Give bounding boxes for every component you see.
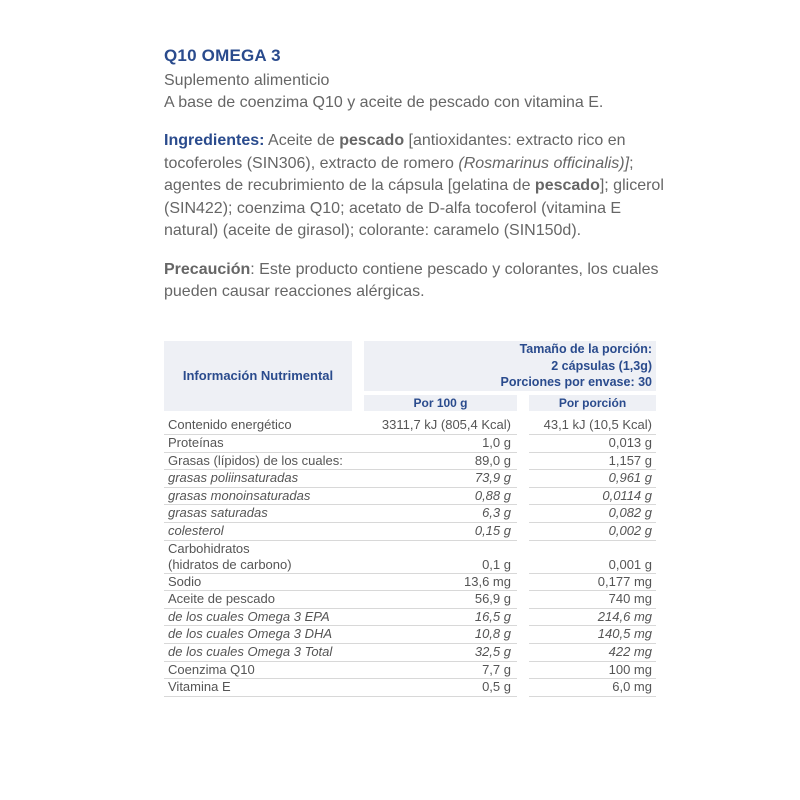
value-per-portion: 0,082 g (529, 505, 656, 523)
nutrition-table (164, 341, 656, 697)
value-per-portion: 214,6 mg (529, 608, 656, 626)
nutrition-row (164, 661, 656, 679)
nutrition-row (164, 487, 656, 505)
product-title: Q10 OMEGA 3 (164, 46, 281, 65)
caution-label: Precaución (164, 260, 251, 278)
value-per-100g: 7,7 g (364, 661, 517, 679)
value-per-portion: 0,002 g (529, 522, 656, 540)
serving-size-value: 2 cápsulas (1,3g) (551, 358, 652, 373)
ingredients-label: Ingredientes: (164, 132, 265, 149)
nutrient-name-text: de los cuales Omega 3 DHA (168, 626, 333, 642)
nutrient-name-text: Carbohidratos (168, 540, 250, 556)
nutrition-row (164, 591, 656, 609)
nutrient-name-text: de los cuales Omega 3 EPA (168, 608, 330, 624)
nutrient-name (164, 591, 364, 609)
value-per-portion: 0,0114 g (529, 487, 656, 505)
servings-per-container: Porciones por envase: 30 (500, 375, 652, 390)
value-per-portion: 0,001 g (529, 540, 656, 573)
nutrient-name-text: grasas monoinsaturadas (168, 487, 311, 503)
nutrition-row (164, 679, 656, 697)
value-per-portion: 0,961 g (529, 470, 656, 488)
nutrition-header-row (164, 341, 656, 393)
ingredients-text: Aceite de (264, 132, 340, 149)
nutrient-name-text: Proteínas (168, 434, 224, 450)
value-per-100g: 0,5 g (364, 679, 517, 697)
nutrient-name (164, 417, 364, 434)
nutrient-name (164, 643, 364, 661)
nutrient-name-text: (hidratos de carbono) (168, 556, 292, 572)
ingredients-paragraph (164, 130, 664, 243)
serving-size-label: Tamaño de la porción: (519, 342, 652, 356)
nutrient-name (164, 573, 364, 591)
nutrition-row (164, 608, 656, 626)
nutrition-row (164, 540, 656, 573)
nutrition-row (164, 522, 656, 540)
value-per-100g: 3311,7 kJ (805,4 Kcal) (364, 417, 517, 434)
nutrition-heading: Información Nutrimental (164, 341, 352, 411)
nutrient-name (164, 608, 364, 626)
nutrient-name (164, 540, 364, 573)
value-per-portion: 6,0 mg (529, 679, 656, 697)
value-per-portion: 0,013 g (529, 434, 656, 452)
nutrient-name-text: grasas poliinsaturadas (168, 470, 299, 486)
value-per-100g: 10,8 g (364, 626, 517, 644)
nutrition-row (164, 643, 656, 661)
serving-info (364, 341, 656, 393)
ingredients-text: (Rosmarinus officinalis)] (458, 154, 630, 172)
value-per-portion: 0,177 mg (529, 573, 656, 591)
nutrient-name-text: de los cuales Omega 3 Total (168, 643, 333, 659)
nutrient-name-text: Aceite de pescado (168, 591, 275, 607)
caution-text: : Este producto contiene pescado y colorantes, los cuales pueden causar reacciones alérgicas. (164, 260, 659, 300)
nutrition-row (164, 573, 656, 591)
ingredients-text: pescado (534, 177, 600, 194)
value-per-portion: 1,157 g (529, 452, 656, 470)
col-header-portion: Por porción (529, 393, 656, 412)
nutrition-row (164, 505, 656, 523)
nutrient-name-text: Sodio (168, 573, 202, 589)
value-per-100g: 0,88 g (364, 487, 517, 505)
value-per-100g: 0,1 g (364, 540, 517, 573)
value-per-100g: 1,0 g (364, 434, 517, 452)
nutrition-row (164, 417, 656, 434)
value-per-portion: 140,5 mg (529, 626, 656, 644)
nutrient-name-text: Vitamina E (168, 679, 231, 695)
value-per-100g: 32,5 g (364, 643, 517, 661)
nutrition-row (164, 626, 656, 644)
value-per-100g: 56,9 g (364, 591, 517, 609)
ingredients-text: ]; glicerol (SIN422); coenzima Q10; acetato de D-alfa tocoferol (vitamina E natural) (aceite de girasol); colorante: caramelo (SIN150d). (164, 177, 664, 239)
value-per-100g: 13,6 mg (364, 573, 517, 591)
ingredients-text: pescado (339, 132, 405, 149)
nutrient-name-text: grasas saturadas (168, 505, 268, 521)
value-per-portion: 100 mg (529, 661, 656, 679)
value-per-portion: 43,1 kJ (10,5 Kcal) (529, 417, 656, 434)
nutrient-name-text: Contenido energético (168, 417, 292, 433)
value-per-portion: 740 mg (529, 591, 656, 609)
product-info (164, 46, 664, 304)
ingredients-text: ; agentes de recubrimiento de la cápsula [gelatina de (164, 154, 634, 194)
nutrient-name (164, 452, 364, 470)
nutrition-row (164, 452, 656, 470)
nutrient-name-text: Grasas (lípidos) de los cuales: (168, 452, 343, 468)
product-description: A base de coenzima Q10 y aceite de pescado con vitamina E. (164, 94, 604, 111)
value-per-100g: 6,3 g (364, 505, 517, 523)
value-per-100g: 73,9 g (364, 470, 517, 488)
caution-paragraph (164, 259, 664, 304)
nutrient-name (164, 487, 364, 505)
nutrition-row (164, 434, 656, 452)
nutrient-name (164, 470, 364, 488)
product-subtitle: Suplemento alimenticio (164, 72, 330, 89)
value-per-100g: 0,15 g (364, 522, 517, 540)
value-per-100g: 89,0 g (364, 452, 517, 470)
value-per-100g: 16,5 g (364, 608, 517, 626)
col-header-100g: Por 100 g (364, 393, 517, 412)
nutrient-name (164, 505, 364, 523)
nutrient-name (164, 626, 364, 644)
nutrient-name-text: Coenzima Q10 (168, 661, 255, 677)
ingredients-text: [antioxidantes: extracto rico en tocoferoles (SIN306), extracto de romero (164, 132, 626, 172)
nutrition-row (164, 470, 656, 488)
nutrient-name (164, 434, 364, 452)
nutrient-name (164, 661, 364, 679)
nutrient-name (164, 522, 364, 540)
value-per-portion: 422 mg (529, 643, 656, 661)
nutrient-name (164, 679, 364, 697)
nutrient-name-text: colesterol (168, 522, 224, 538)
